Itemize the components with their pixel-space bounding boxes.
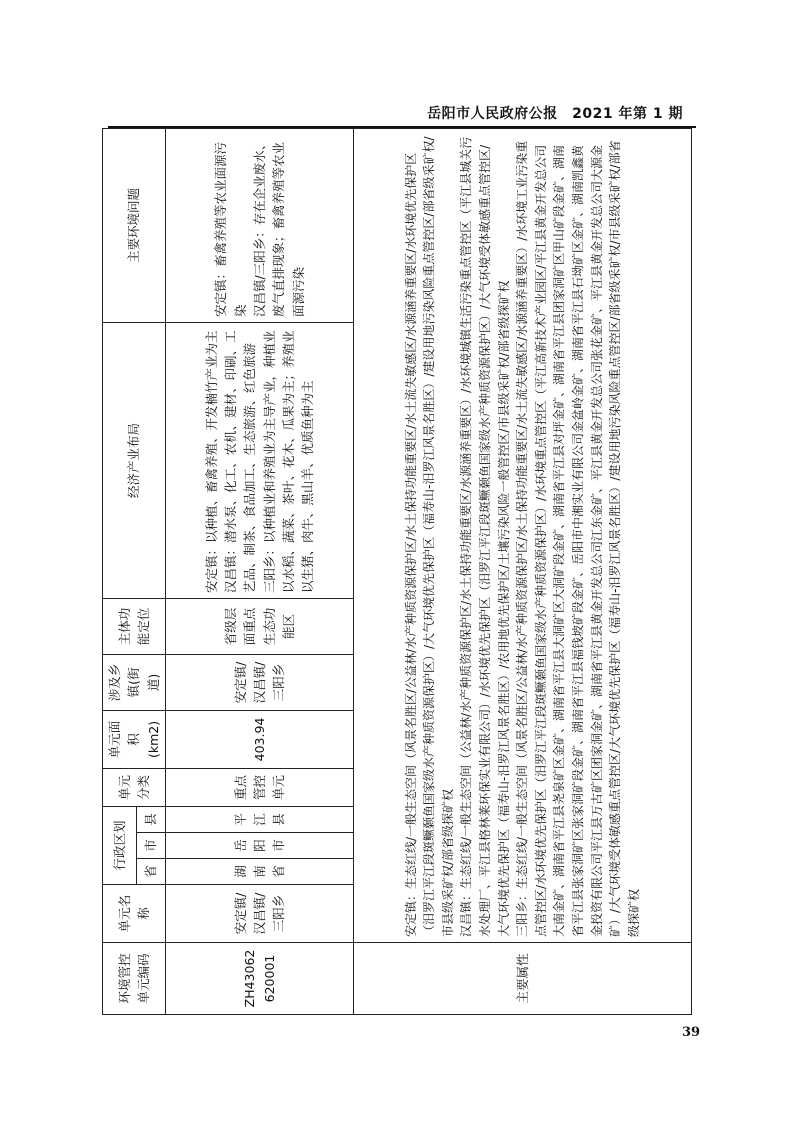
rotated-table-container (102, 129, 692, 1015)
header-towns: 涉及乡镇(街道) (103, 654, 166, 710)
unit-name: 安定镇/汉昌镇/三阳乡 (166, 885, 354, 943)
table-row (166, 128, 354, 1014)
economy-hanchang: 汉昌镇：潜水泵、化工、农机、建材、印刷、工艺品、制茶、食品加工、生态旅游、红色旅游 (222, 330, 258, 593)
header-name: 单元名称 (103, 885, 166, 943)
attribute-sanyang: 三阳乡：生态红线/一般生态空间（风景名胜区/公益林/水产种质资源保护区/水土保持功能重要区/水土流失敏感区/水源涵养重要区）/水环境工业污染重点管控区/水环境优先保护区（汨罗江平江段斑鳜颡鱼国家级水产种质资源保护区）/水环境重点管控区（平江高新技术产业园区/平江县黄金开发总公司大南金矿、湖南省平江县尧泉矿区金矿、湖南省平江县大洞矿区大洞矿段金矿、湖南省平江县对坪金矿、湖南省平江县团家洞矿区甲山矿段金矿、湖南省平江县张家洞矿区张家洞矿段金矿、湖南省平江县福钱坡矿段金矿、岳阳市中湘实业有限公司金盆岭金矿、湖南省平江县石坳矿区金矿、湖南凯鑫黄金投资有限公司平江县万古矿区团家洞金矿、湖南省平江县黄金开发总公司江东金矿、平江县黄金开发总公司张花金矿、平江县黄金开发总公司大源金矿）/大气环境受体敏感重点管控区/大气环境优先保护区（福寿山-汨罗江风景名胜区）/建设用地污染风险重点管控区/部省级采矿权/市县级采矿权/部省级探矿权 (515, 140, 641, 937)
economy-sanyang: 三阳乡：以种植业和养殖业为主导产业，种植业以水稻、蔬菜、茶叶、花木、瓜果为主；养殖业以生猪、肉牛、黑山羊、优质鱼种为主 (261, 330, 316, 593)
main-problems (166, 128, 354, 322)
header-province: 省 (136, 859, 165, 885)
unit-towns: 安定镇/汉昌镇/三阳乡 (166, 654, 354, 710)
page-number: 39 (682, 1025, 701, 1040)
attribute-label: 主要属性 (354, 943, 692, 1015)
problem-anding: 安定镇：畜禽养殖等农业面源污染 (213, 141, 248, 317)
unit-province: 湖南省 (166, 859, 354, 885)
header-county: 县 (136, 806, 165, 832)
header-code: 环境管控单元编码 (103, 943, 166, 1015)
attribute-content (354, 128, 692, 942)
header-row-1 (103, 128, 137, 1014)
header-economy: 经济产业布局 (103, 322, 166, 598)
environment-unit-table (102, 128, 692, 1015)
attribute-hanchang: 汉昌镇：生态红线/一般生态空间（公益林/水产种质资源保护区/水土保持功能重要区/水源涵养重要区）/水环境城镇生活污染重点管控区（平江县城关污水处理厂、平江县格林莱环保实业有限公司）/水环境优先保护区（汨罗江平江段斑鳜颡鱼国家级水产种质资源保护区）/大气环境受体敏感重点管控区/大气环境优先保护区（福寿山-汨罗江风景名胜区）/农用地优先保护区/土壤污染风险一般管控区/市县级采矿权/部省级探矿权 (459, 136, 511, 937)
unit-function: 省级层面重点生态功能区 (166, 598, 354, 654)
header-problems: 主要环境问题 (103, 128, 166, 322)
publication-header: 岳阳市人民政府公报 2021 年第 1 期 (427, 106, 683, 122)
unit-city: 岳阳市 (166, 833, 354, 859)
attribute-row (354, 128, 692, 1014)
problem-hanchang-sanyang: 汉昌镇/三阳乡：存在企业废水、废气直排现象；畜禽养殖等农业面源污染 (251, 137, 306, 317)
unit-category: 重点管控单元 (166, 768, 354, 806)
header-area: 单元面积(km2) (103, 710, 166, 768)
header-city: 市 (136, 833, 165, 859)
unit-county: 平江县 (166, 806, 354, 832)
attribute-anding: 安定镇：生态红线/一般生态空间（风景名胜区/公益林/水产种质资源保护区/水土保持功能重要区/水土流失敏感区/水源涵养重要区/水环境优先保护区（汨罗江平江段斑鳜颡鱼国家级水产种质资源保护区）/大气环境优先保护区（福寿山-汨罗江风景名胜区）/建设用地污染风险重点管控区/部省级采矿权/市县级采矿权/部省级探矿权 (403, 136, 455, 937)
header-function: 主体功能定位 (103, 598, 166, 654)
economy-layout (166, 322, 354, 598)
header-category: 单元分类 (103, 768, 166, 806)
header-admin: 行政区划 (103, 806, 137, 884)
unit-area: 403.94 (166, 710, 354, 768)
unit-code: ZH43062620001 (166, 943, 354, 1015)
economy-anding: 安定镇：以种植、畜禽养殖、开发楠竹产业为主 (203, 330, 219, 593)
